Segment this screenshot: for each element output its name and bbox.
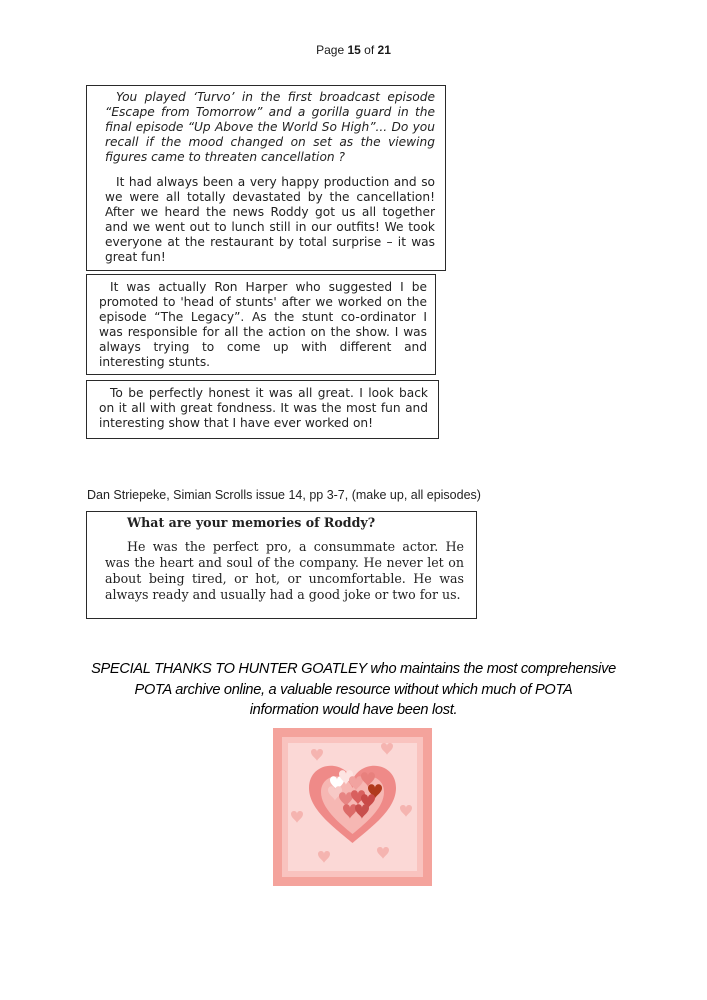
page-total: 21 [377, 43, 391, 57]
interview-answer: It was actually Ron Harper who suggested I be promoted to 'head of stunts' after we worked on the episode “The Legacy”. As the stunt co-ordinator I was responsible for all the action on the show. I was always trying to come up with different and interesting stunts. [99, 280, 427, 369]
interview-box-fondness [86, 380, 439, 439]
interview-box-stunts [86, 274, 436, 375]
interview-answer: He was the perfect pro, a consummate actor. He was the heart and soul of the company. He never let on about being tired, or hot, or uncomfortable. He was always ready and usually had a good joke or two for us. [105, 539, 464, 602]
page-number [0, 43, 707, 57]
citation: Dan Striepeke, Simian Scrolls issue 14, pp 3-7, (make up, all episodes) [87, 488, 481, 502]
interview-answer: To be perfectly honest it was all great. I look back on it all with great fondness. It was the most fun and interesting show that I have ever worked on! [99, 386, 428, 430]
page-of: of [364, 43, 375, 57]
interview-box-roddy [86, 511, 477, 619]
special-thanks-line: POTA archive online, a valuable resource without which much of POTA [134, 681, 573, 698]
heart-image [273, 728, 432, 886]
page-current: 15 [347, 43, 361, 57]
heart-icon [273, 728, 432, 886]
page-label: Page [316, 43, 345, 57]
special-thanks-line: SPECIAL THANKS TO HUNTER GOATLEY who maintains the most comprehensive [91, 661, 616, 677]
special-thanks-line: information would have been lost. [249, 702, 458, 718]
interview-box-turvo [86, 85, 446, 271]
special-thanks [80, 659, 627, 721]
interview-question: You played ‘Turvo’ in the first broadcast episode “Escape from Tomorrow” and a gorilla guard in the final episode “Up Above the World So High”... Do you recall if the mood changed on set as the viewing figures came to threaten cancellation ? [105, 90, 435, 164]
interview-answer: It had always been a very happy production and so we were all totally devastated by the cancellation! After we heard the news Roddy got us all together and we went out to lunch still in our outfits! We took everyone at the restaurant by total surprise – it was great fun! [105, 175, 435, 264]
interview-question: What are your memories of Roddy? [127, 515, 376, 530]
